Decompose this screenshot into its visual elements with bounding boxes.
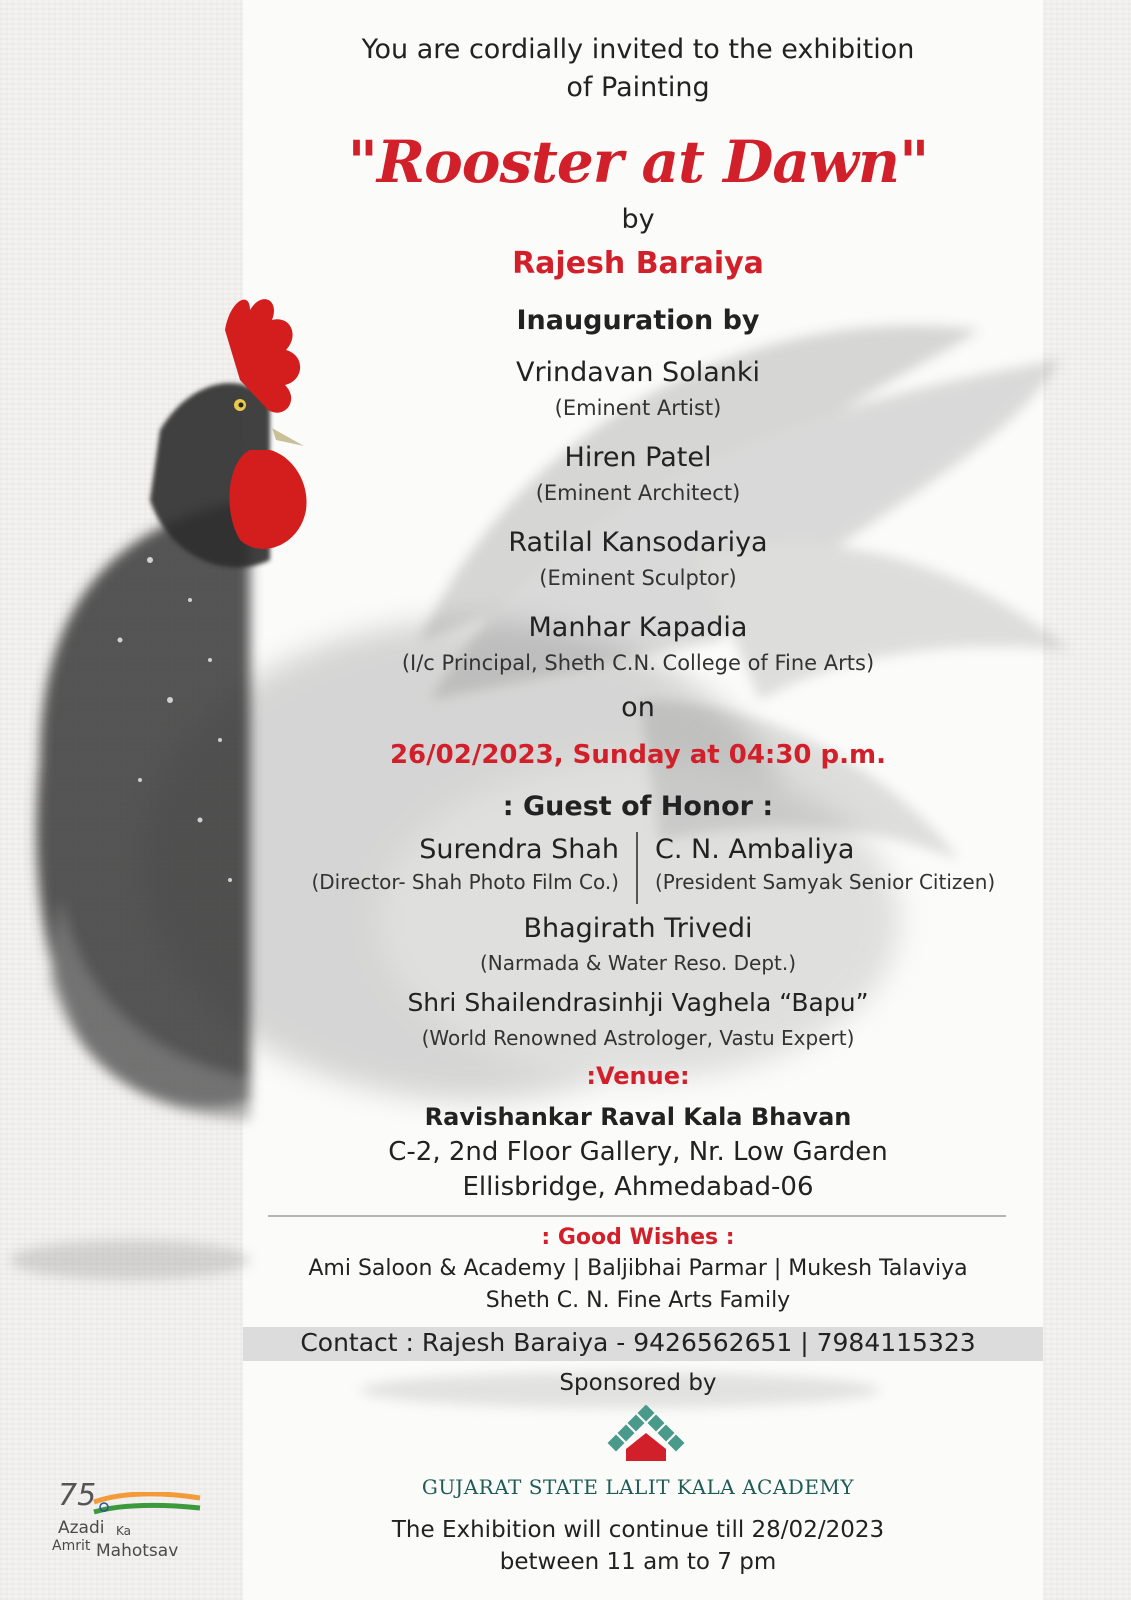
- divider-line: [268, 1215, 1006, 1217]
- exhibition-duration: The Exhibition will continue till 28/02/2023: [391, 1517, 885, 1543]
- inaugurator-role: (Eminent Artist): [554, 396, 722, 420]
- venue-address-1: C-2, 2nd Floor Gallery, Nr. Low Garden: [388, 1137, 888, 1167]
- guest-name: Surendra Shah: [419, 834, 619, 865]
- good-wishes-heading: : Good Wishes :: [541, 1225, 735, 1250]
- good-wishes-line-2: Sheth C. N. Fine Arts Family: [485, 1288, 791, 1313]
- artist-name: Rajesh Baraiya: [512, 246, 764, 281]
- contact-info: Contact : Rajesh Baraiya - 9426562651 | 7984115323: [300, 1328, 976, 1357]
- event-date: 26/02/2023, Sunday at 04:30 p.m.: [389, 740, 887, 770]
- flag-swoosh-icon: [92, 1492, 202, 1518]
- logo-number: 75: [58, 1478, 97, 1513]
- guest-role: (World Renowned Astrologer, Vastu Expert): [421, 1026, 855, 1050]
- inauguration-heading: Inauguration by: [516, 305, 760, 336]
- logo-word-amrit: Amrit: [52, 1538, 91, 1554]
- academy-name: GUJARAT STATE LALIT KALA ACADEMY: [421, 1475, 855, 1499]
- guest-name: C. N. Ambaliya: [655, 834, 855, 865]
- guest-role: (Narmada & Water Reso. Dept.): [479, 951, 797, 975]
- inaugurator-role: (I/c Principal, Sheth C.N. College of Fine Arts): [401, 651, 875, 675]
- academy-logo-icon: [606, 1405, 686, 1467]
- guest-role: (President Samyak Senior Citizen): [655, 870, 996, 894]
- logo-word-ka: Ka: [116, 1524, 132, 1538]
- azadi-ka-amrit-mahotsav-logo: [52, 1478, 202, 1568]
- exhibition-hours: between 11 am to 7 pm: [499, 1549, 777, 1575]
- intro-line-1: You are cordially invited to the exhibition: [361, 34, 915, 65]
- inaugurator-name: Hiren Patel: [564, 442, 712, 473]
- venue-address-2: Ellisbridge, Ahmedabad-06: [462, 1172, 814, 1202]
- inaugurator-role: (Eminent Architect): [535, 481, 741, 505]
- guest-divider: [636, 832, 638, 904]
- inaugurator-role: (Eminent Sculptor): [539, 566, 737, 590]
- venue-heading: :Venue:: [586, 1062, 690, 1090]
- logo-word-mahotsav: Mahotsav: [96, 1541, 179, 1561]
- guest-role: (Director- Shah Photo Film Co.): [311, 870, 619, 894]
- venue-name: Ravishankar Raval Kala Bhavan: [424, 1103, 852, 1131]
- logo-word-azadi: Azadi: [58, 1518, 105, 1538]
- on-label: on: [621, 692, 655, 723]
- guest-name: Shri Shailendrasinhji Vaghela “Bapu”: [407, 988, 869, 1017]
- guest-name: Bhagirath Trivedi: [523, 913, 753, 944]
- exhibition-title: "Rooster at Dawn": [347, 128, 929, 196]
- good-wishes-line-1: Ami Saloon & Academy | Baljibhai Parmar | Mukesh Talaviya: [308, 1256, 968, 1281]
- inaugurator-name: Vrindavan Solanki: [515, 357, 761, 388]
- sponsored-by-label: Sponsored by: [559, 1370, 717, 1396]
- inaugurator-name: Ratilal Kansodariya: [508, 527, 768, 558]
- inaugurator-name: Manhar Kapadia: [528, 612, 748, 643]
- by-label: by: [621, 204, 655, 235]
- guest-of-honor-heading: : Guest of Honor :: [502, 791, 774, 822]
- intro-line-2: of Painting: [566, 72, 710, 103]
